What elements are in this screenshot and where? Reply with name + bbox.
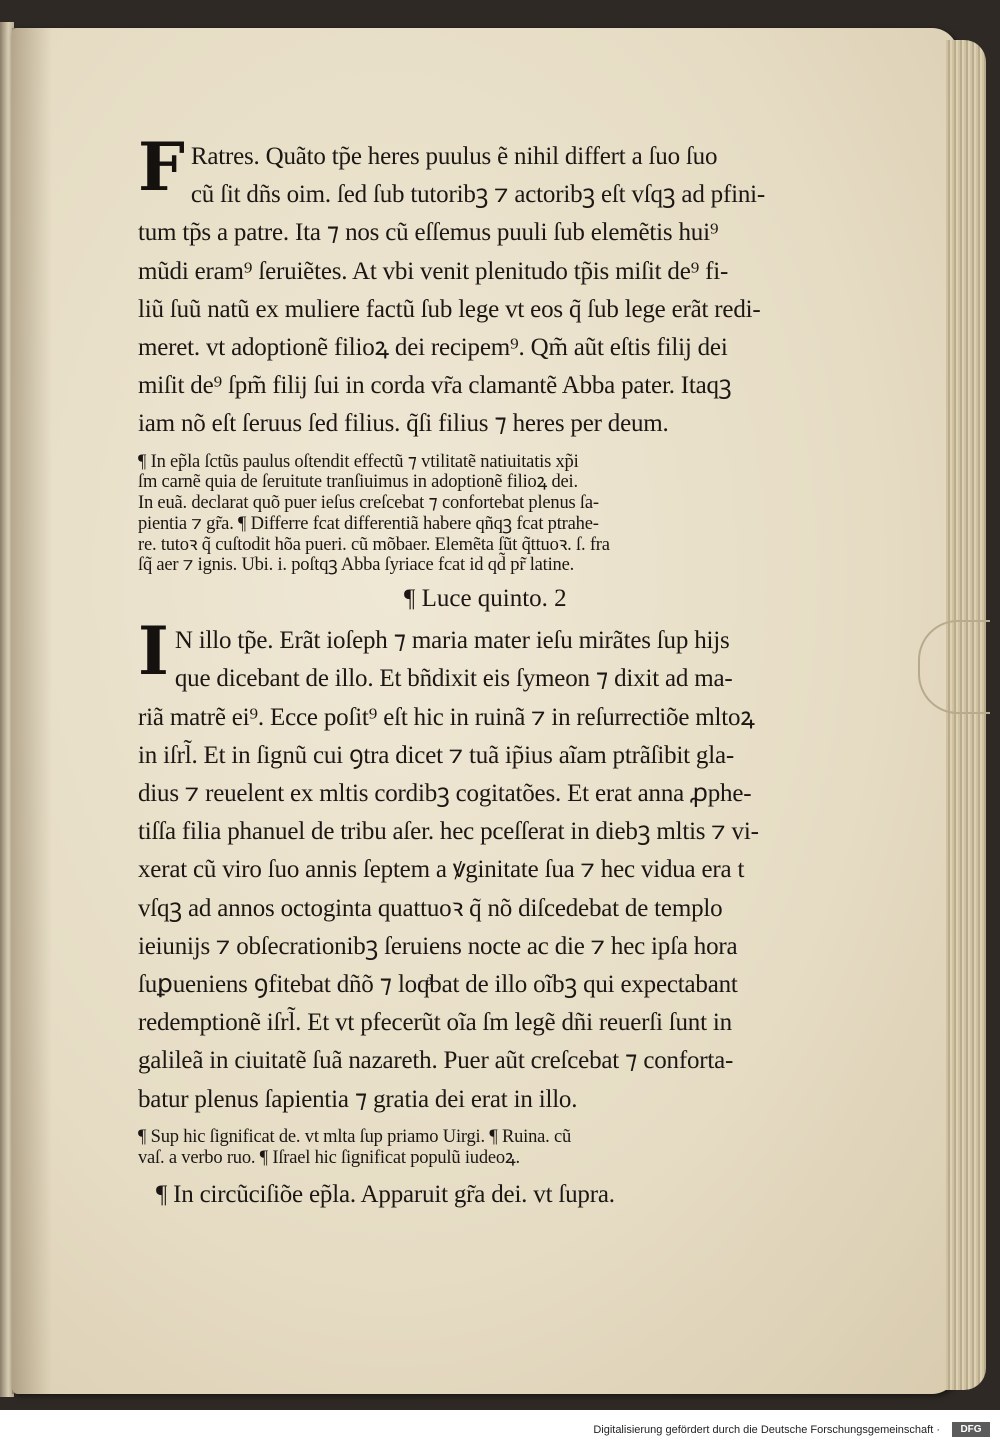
text-line: dius ⁊ reuelent ex mltis cordibꝫ cogitatões. Et erat anna ꝓphe‑ [138, 780, 752, 808]
text-line: ſuꝑueniens ꝯfitebat dñõ ⁊ loqͣbat de illo oĩbꝫ qui expectabant [138, 970, 738, 998]
epistle-block [138, 128, 788, 444]
text-line: tum tp̃s a patre. Ita ⁊ nos cũ eſſemus puuli ſub elemẽtis hui⁹ [138, 219, 719, 247]
text-line: Ratres. Quãto tp̃e heres puulus ẽ nihil differt a ſuo ſuo [190, 143, 718, 170]
note-line: ¶ Sup hic ſignificat de. vt mlta ſup priamo Uirgi. ¶ Ruina. cũ [138, 1126, 572, 1147]
text-line: tiſſa filia phanuel de tribu aſer. hec pceſſerat in diebꝫ mltis ⁊ vi‑ [138, 818, 759, 846]
dfg-logo: DFG [952, 1422, 990, 1437]
initial-letter-i: I [138, 612, 169, 691]
text-line: riã matrẽ ei⁹. Ecce poſit⁹ eſt hic in ruinã ⁊ in reſurrectiõe mltoꝝ [138, 703, 755, 731]
note-line: vaſ. a verbo ruo. ¶ Iſrael hic ſignificat populũ iudeoꝝ. [138, 1147, 520, 1168]
text-line: miſit de⁹ ſpm̃ filij ſui in corda vr̃a clamantẽ Abba pater. Itaqꝫ [138, 372, 732, 400]
closing-rubric: ¶ In circũciſiõe ep̃la. Apparuit gr̃a dei. vt ſupra. [156, 1181, 615, 1209]
text-line: N illo tp̃e. Erãt ioſeph ⁊ maria mater ieſu mirãtes ſup hijs [174, 627, 730, 655]
commentary-block [138, 452, 788, 577]
page-tab-mark [918, 620, 990, 714]
note-line: pientia ⁊ gr̃a. ¶ Differre fcat differentiã habere qñqꝫ fcat ptrahe‑ [138, 513, 599, 534]
funding-credit: Digitalisierung gefördert durch die Deutsche Forschungsgemeinschaft · [593, 1424, 940, 1436]
text-line: que dicebant de illo. Et bñdixit eis ſymeon ⁊ dixit ad ma‑ [174, 665, 733, 693]
note-line: re. tutoꝛ q̃ cuſtodit hõa pueri. cũ mõbaer. Elemẽta ſũt q̃ttuoꝛ. ſ. fra [138, 534, 610, 555]
commentary-block [138, 1127, 788, 1169]
initial-letter-f: F [138, 128, 185, 206]
text-line: batur plenus ſapientia ⁊ gratia dei erat in illo. [138, 1085, 578, 1113]
note-line: ¶ In ep̃la ſctũs paulus oſtendit effectũ ⁊ vtilitatẽ natiuitatis xp̃i [138, 451, 579, 472]
text-line: iam nõ eſt ſeruus ſed filius. q̃ſi filius ⁊ heres per deum. [138, 410, 669, 438]
text-line: galileã in ciuitatẽ ſuã nazareth. Puer aũt creſcebat ⁊ conforta‑ [138, 1047, 734, 1075]
gospel-block [138, 612, 788, 1118]
text-line: xerat cũ viro ſuo annis ſeptem a ꝟginitate ſua ⁊ hec vidua era t [138, 856, 745, 884]
note-line: ſq̃ aer ⁊ ignis. Ubi. i. poſtqꝫ Abba ſyriace fcat id qd̃ pr̃ latine. [138, 555, 575, 576]
text-line: liũ ſuũ natũ ex muliere factũ ſub lege vt eos q̃ ſub lege erãt redi‑ [138, 295, 761, 323]
page-stack-edge [946, 40, 986, 1390]
page-text [138, 128, 788, 1215]
text-line: in iſrl̃. Et in ſignũ cui ꝯtra dicet ⁊ tuã ip̃ius aĩam ptrãſibit gla‑ [138, 741, 734, 769]
text-line: mũdi eram⁹ ſeruiẽtes. At vbi venit plenitudo tp̃is miſit de⁹ fi‑ [138, 257, 729, 285]
text-line: ieiunijs ⁊ obſecrationibꝫ ſeruiens nocte ac die ⁊ hec ipſa hora [138, 932, 738, 960]
text-line: redemptionẽ iſrl̃. Et vt pfecerũt oĩa ſm legẽ dñi reuerſi ſunt in [138, 1009, 732, 1037]
footer-bar [0, 1410, 1000, 1444]
text-line: vſqꝫ ad annos octoginta quattuoꝛ q̃ nõ diſcedebat de templo [138, 894, 723, 922]
note-line: In euã. declarat quõ puer ieſus creſcebat ⁊ confortebat plenus ſa‑ [138, 493, 599, 514]
text-line: cũ ſit dñs oim. ſed ſub tutoribꝫ ⁊ actoribꝫ eſt vſqꝫ ad pfini‑ [190, 181, 766, 209]
gutter-shadow [12, 28, 52, 1394]
note-line: ſm carnẽ quia de ſeruitute tranſiuimus in adoptionẽ filioꝝ dei. [138, 472, 578, 493]
text-line: meret. vt adoptionẽ filioꝝ dei recipem⁹. Qm̃ aũt eſtis filij dei [138, 333, 728, 361]
section-heading: ¶ Luce quinto. 2 [404, 585, 567, 613]
